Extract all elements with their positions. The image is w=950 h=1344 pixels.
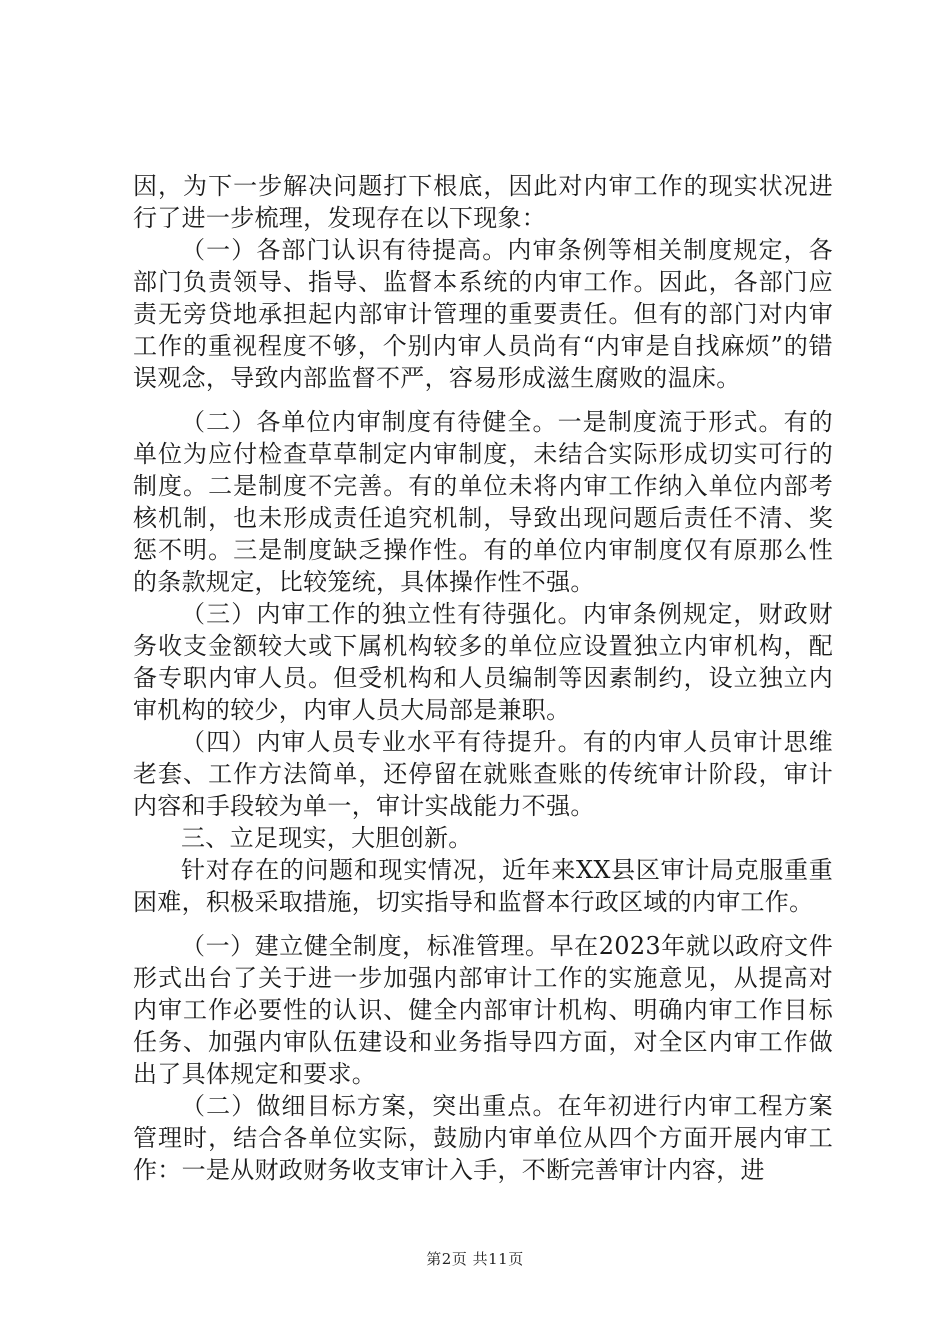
paragraph-measure-1: （一）建立健全制度，标准管理。早在2023年就以政府文件形式出台了关于进一步加强内部审计工作的实施意见，从提高对内审工作必要性的认识、健全内部审计机构、明确内审工作目标任务、加强内审队伍建设和业务指导四方面，对全区内审工作做出了具体规定和要求。	[133, 932, 833, 1088]
paragraph-section-2: （二）各单位内审制度有待健全。一是制度流于形式。有的单位为应付检查草草制定内审制度，未结合实际形成切实可行的制度。二是制度不完善。有的单位未将内审工作纳入单位内部考核机制，也未形成责任追究机制，导致出现问题后责任不清、奖惩不明。三是制度缺乏操作性。有的单位内审制度仅有原那么性的条款规定，比较笼统，具体操作性不强。	[133, 408, 833, 596]
paragraph-measure-2: （二）做细目标方案，突出重点。在年初进行内审工程方案管理时，结合各单位实际，鼓励内审单位从四个方面开展内审工作：一是从财政财务收支审计入手，不断完善审计内容，进	[133, 1092, 833, 1184]
heading-part-three: 三、立足现实，大胆创新。	[181, 824, 473, 852]
paragraph-section-1: （一）各部门认识有待提高。内审条例等相关制度规定，各部门负责领导、指导、监督本系统的内审工作。因此，各部门应责无旁贷地承担起内部审计管理的重要责任。但有的部门对内审工作的重视程度不够，个别内审人员尚有“内审是自找麻烦”的错误观念，导致内部监督不严，容易形成滋生腐败的温床。	[133, 236, 833, 392]
page-number-footer: 第2页 共11页	[426, 1250, 524, 1268]
paragraph-section-4: （四）内审人员专业水平有待提升。有的内审人员审计思维老套、工作方法简单，还停留在就账查账的传统审计阶段，审计内容和手段较为单一，审计实战能力不强。	[133, 728, 833, 820]
paragraph-continuation: 因，为下一步解决问题打下根底，因此对内审工作的现实状况进行了进一步梳理，发现存在以下现象：	[133, 172, 833, 232]
document-body	[133, 170, 833, 1186]
paragraph-measures-intro: 针对存在的问题和现实情况，近年来XX县区审计局克服重重困难，积极采取措施，切实指导和监督本行政区域的内审工作。	[133, 856, 833, 916]
paragraph-section-3: （三）内审工作的独立性有待强化。内审条例规定，财政财务收支金额较大或下属机构较多的单位应设置独立内审机构，配备专职内审人员。但受机构和人员编制等因素制约，设立独立内审机构的较少，内审人员大局部是兼职。	[133, 600, 833, 724]
